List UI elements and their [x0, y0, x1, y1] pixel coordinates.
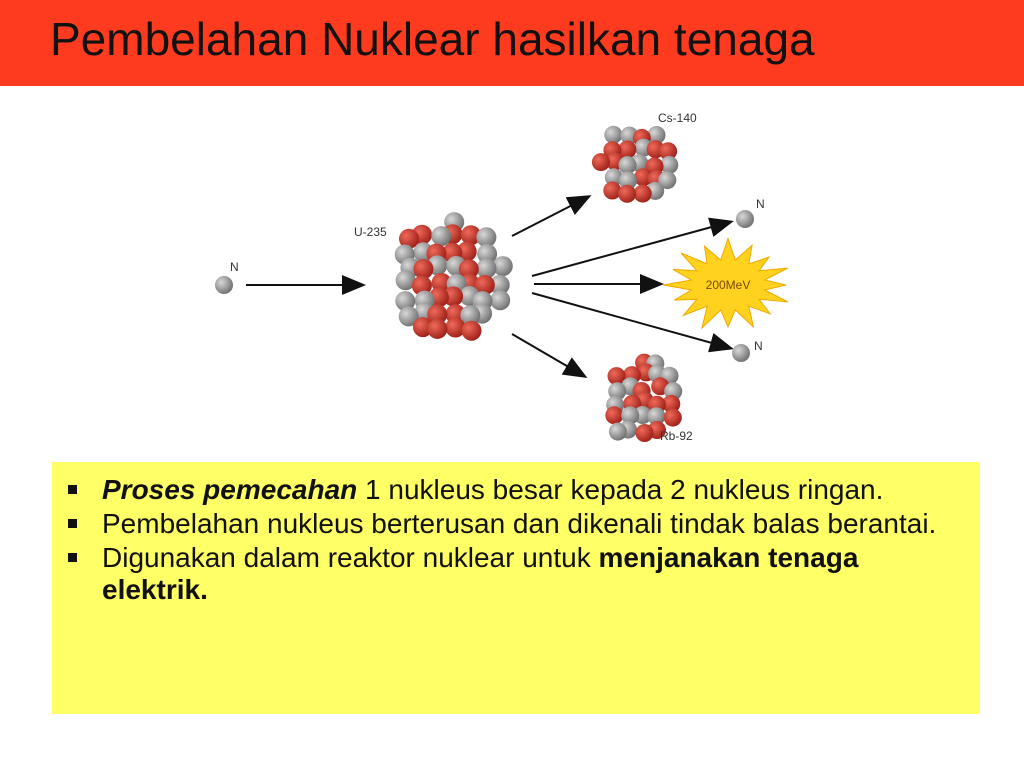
- bullet-item: [66, 542, 960, 606]
- proton-sphere: [462, 321, 482, 341]
- emitted-neutron-bottom: [732, 344, 750, 362]
- neutron-sphere: [609, 423, 627, 441]
- proton-sphere: [664, 409, 682, 427]
- bullet-text: Digunakan dalam reaktor nuklear untuk: [102, 542, 599, 573]
- bullet-emphasis: Proses pemecahan: [102, 474, 358, 505]
- neutron-sphere: [490, 290, 510, 310]
- rubidium-label: Rb-92: [660, 429, 693, 443]
- emitted-neutron-bottom-label: N: [754, 339, 763, 353]
- bullet-text: Pembelahan nukleus berterusan dan dikenali tindak balas berantai.: [102, 508, 937, 539]
- incoming-neutron: [215, 276, 233, 294]
- proton-sphere: [427, 319, 447, 339]
- page-title: Pembelahan Nuklear hasilkan tenaga: [50, 13, 815, 65]
- cesium-nucleus: [592, 126, 678, 203]
- bullet-bold-tail: menjanakan tenaga elektrik.: [102, 542, 859, 605]
- neutron-sphere: [619, 156, 637, 174]
- bullet-square-icon: [68, 485, 77, 494]
- fission-diagram: [0, 86, 1024, 458]
- bullet-item: [66, 474, 960, 506]
- bullet-text: 1 nukleus besar kepada 2 nukleus ringan.: [357, 474, 884, 505]
- uranium-nucleus: [395, 212, 513, 341]
- energy-label: 200MeV: [705, 278, 751, 292]
- neutron-sphere: [604, 126, 622, 144]
- proton-sphere: [618, 185, 636, 203]
- proton-sphere: [605, 406, 623, 424]
- arrow-to-cesium: [512, 197, 588, 236]
- proton-sphere: [592, 153, 610, 171]
- title-bar: [0, 0, 1024, 86]
- bullet-square-icon: [68, 553, 77, 562]
- bullet-box: [52, 462, 980, 714]
- uranium-label: U-235: [354, 225, 387, 239]
- emitted-neutron-top-label: N: [756, 197, 765, 211]
- bullet-list: [66, 474, 960, 606]
- incoming-neutron-label: N: [230, 260, 239, 274]
- proton-sphere: [603, 182, 621, 200]
- proton-sphere: [636, 424, 654, 442]
- neutron-sphere: [431, 226, 451, 246]
- proton-sphere: [634, 185, 652, 203]
- emitted-neutron-top: [736, 210, 754, 228]
- bullet-item: [66, 508, 960, 540]
- cesium-label: Cs-140: [658, 111, 697, 125]
- arrow-to-rubidium: [512, 334, 584, 376]
- bullet-square-icon: [68, 519, 77, 528]
